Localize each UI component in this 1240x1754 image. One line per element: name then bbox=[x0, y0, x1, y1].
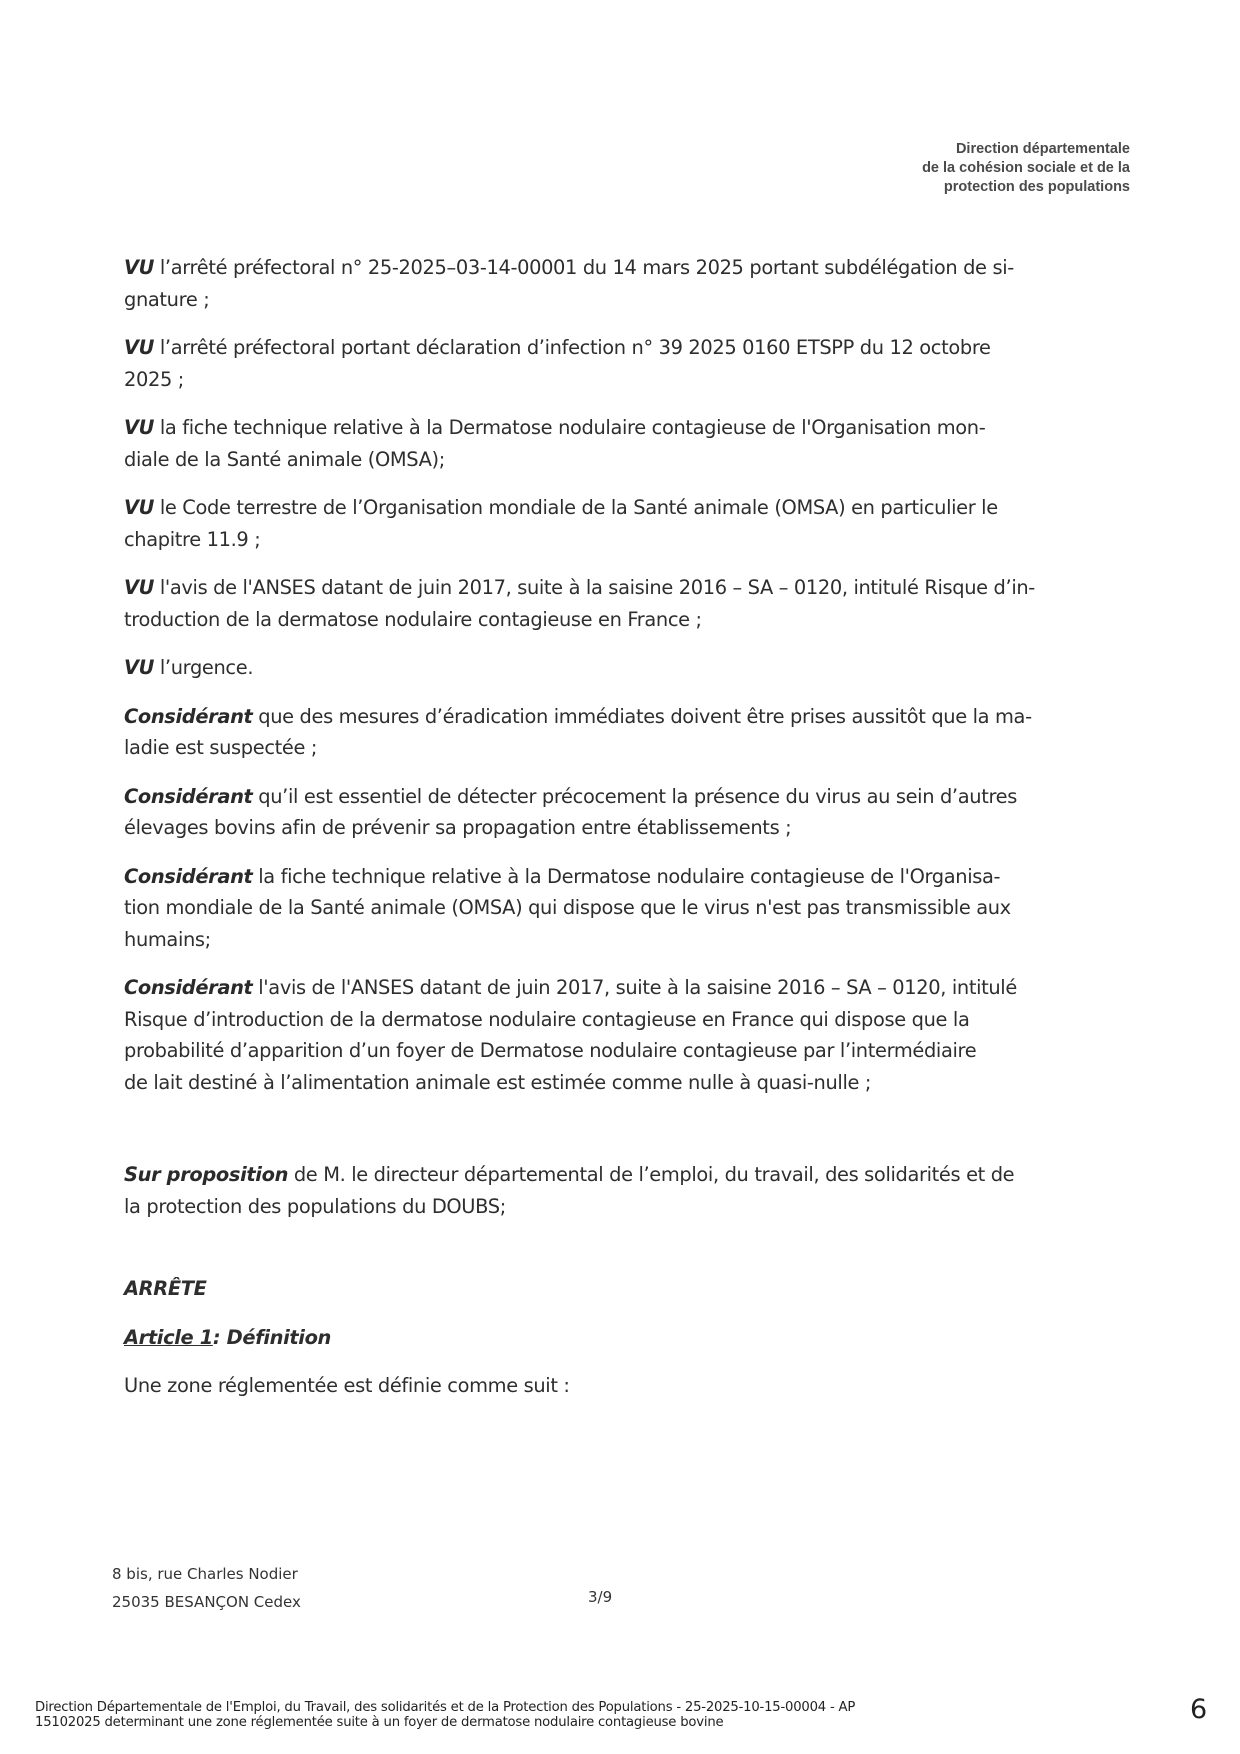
article-text: Une zone réglementée est définie comme suit : bbox=[124, 1374, 570, 1397]
paragraph-text: la protection des populations du DOUBS; bbox=[124, 1194, 506, 1218]
paragraph-text: tion mondiale de la Santé animale (OMSA) qui dispose que le virus n'est pas transmissible aux bbox=[124, 896, 1011, 919]
paragraph-text: l’arrêté préfectoral n° 25-2025–03-14-00001 du 14 mars 2025 portant subdélégation de si- bbox=[154, 256, 1014, 279]
paragraph-keyword: Considérant bbox=[124, 976, 253, 999]
paragraph-text: humains; bbox=[124, 927, 211, 951]
vu-paragraph bbox=[124, 492, 1124, 555]
page-indicator: 3/9 bbox=[588, 1588, 613, 1606]
paragraph-text: l'avis de l'ANSES datant de juin 2017, suite à la saisine 2016 – SA – 0120, intitulé bbox=[252, 976, 1017, 999]
paragraph-text: l'avis de l'ANSES datant de juin 2017, suite à la saisine 2016 – SA – 0120, intitulé Risque d’in- bbox=[154, 576, 1035, 599]
considerant-paragraph bbox=[124, 972, 1124, 1098]
article-title: : Définition bbox=[212, 1325, 332, 1349]
paragraph-text: gnature ; bbox=[124, 287, 210, 311]
stamp-line: 15102025 determinant une zone réglementée suite à un foyer de dermatose nodulaire contagieuse bovine bbox=[35, 1715, 724, 1730]
paragraph-text: élevages bovins afin de prévenir sa propagation entre établissements ; bbox=[124, 816, 792, 839]
paragraph-keyword: Considérant bbox=[124, 864, 253, 888]
paragraph-text: chapitre 11.9 ; bbox=[124, 527, 261, 551]
header-line: de la cohésion sociale et de la bbox=[922, 160, 1130, 176]
address-line: 8 bis, rue Charles Nodier bbox=[112, 1565, 298, 1583]
considerant-paragraph bbox=[124, 781, 1124, 844]
considerant-paragraph bbox=[124, 701, 1124, 764]
paragraph-keyword: VU bbox=[124, 656, 155, 679]
spacer bbox=[124, 1239, 1124, 1273]
document-body bbox=[124, 252, 1124, 1419]
address-line: 25035 BESANÇON Cedex bbox=[112, 1593, 301, 1611]
considerant-paragraph bbox=[124, 861, 1124, 956]
vu-paragraph bbox=[124, 412, 1124, 475]
vu-paragraph bbox=[124, 332, 1124, 395]
stamp-line: Direction Départementale de l'Emploi, du Travail, des solidarités et de la Protection des Populations - 25-2025-10-15-00004 - AP bbox=[35, 1700, 856, 1715]
paragraph-keyword: Considérant bbox=[124, 784, 253, 808]
vu-paragraph bbox=[124, 572, 1124, 635]
vu-paragraph bbox=[124, 652, 1124, 684]
paragraph-text: 2025 ; bbox=[124, 367, 184, 391]
publication-stamp bbox=[35, 1700, 855, 1730]
paragraph-text: qu’il est essentiel de détecter précocement la présence du virus au sein d’autres bbox=[252, 784, 1017, 808]
paragraph-text: troduction de la dermatose nodulaire contagieuse en France ; bbox=[124, 607, 702, 631]
header-line: Direction départementale bbox=[955, 141, 1130, 157]
paragraph-text: de M. le directeur départemental de l’emploi, du travail, des solidarités et de bbox=[288, 1163, 1015, 1186]
stamp-page-number: 6 bbox=[1190, 1694, 1208, 1725]
paragraph-keyword: Sur proposition bbox=[124, 1163, 289, 1186]
spacer bbox=[124, 1115, 1124, 1159]
paragraph-text: la fiche technique relative à la Dermatose nodulaire contagieuse de l'Organisation mon- bbox=[154, 416, 986, 439]
issuing-authority-header bbox=[922, 140, 1130, 197]
paragraph-keyword: VU bbox=[124, 256, 155, 279]
paragraph-text: ladie est suspectée ; bbox=[124, 736, 318, 759]
paragraph-text: diale de la Santé animale (OMSA); bbox=[124, 447, 445, 471]
vu-paragraph bbox=[124, 252, 1124, 315]
paragraph-keyword: VU bbox=[124, 336, 155, 359]
paragraph-keyword: VU bbox=[124, 416, 155, 439]
header-line: protection des populations bbox=[943, 179, 1130, 195]
paragraph-keyword: Considérant bbox=[124, 704, 253, 728]
paragraph-text: la fiche technique relative à la Dermatose nodulaire contagieuse de l'Organisa- bbox=[252, 864, 1001, 888]
paragraph-text: Risque d’introduction de la dermatose nodulaire contagieuse en France qui dispose que la bbox=[124, 1007, 970, 1031]
arrete-heading: ARRÊTE bbox=[124, 1277, 207, 1300]
article-number: Article 1 bbox=[124, 1325, 213, 1349]
postal-address bbox=[112, 1560, 301, 1616]
paragraph-keyword: VU bbox=[124, 496, 155, 519]
proposition-paragraph bbox=[124, 1159, 1124, 1222]
paragraph-text: que des mesures d’éradication immédiates doivent être prises aussitôt que la ma- bbox=[252, 704, 1032, 728]
paragraph-text: de lait destiné à l’alimentation animale est estimée comme nulle à quasi-nulle ; bbox=[124, 1070, 872, 1094]
paragraph-keyword: VU bbox=[124, 576, 155, 599]
paragraph-text: l’arrêté préfectoral portant déclaration d’infection n° 39 2025 0160 ETSPP du 12 octobre bbox=[154, 336, 991, 359]
paragraph-text: l’urgence. bbox=[154, 656, 254, 679]
article-heading bbox=[124, 1322, 1124, 1354]
paragraph-text: le Code terrestre de l’Organisation mondiale de la Santé animale (OMSA) en particulier le bbox=[154, 496, 998, 519]
paragraph-text: probabilité d’apparition d’un foyer de Dermatose nodulaire contagieuse par l’intermédiaire bbox=[124, 1039, 977, 1062]
